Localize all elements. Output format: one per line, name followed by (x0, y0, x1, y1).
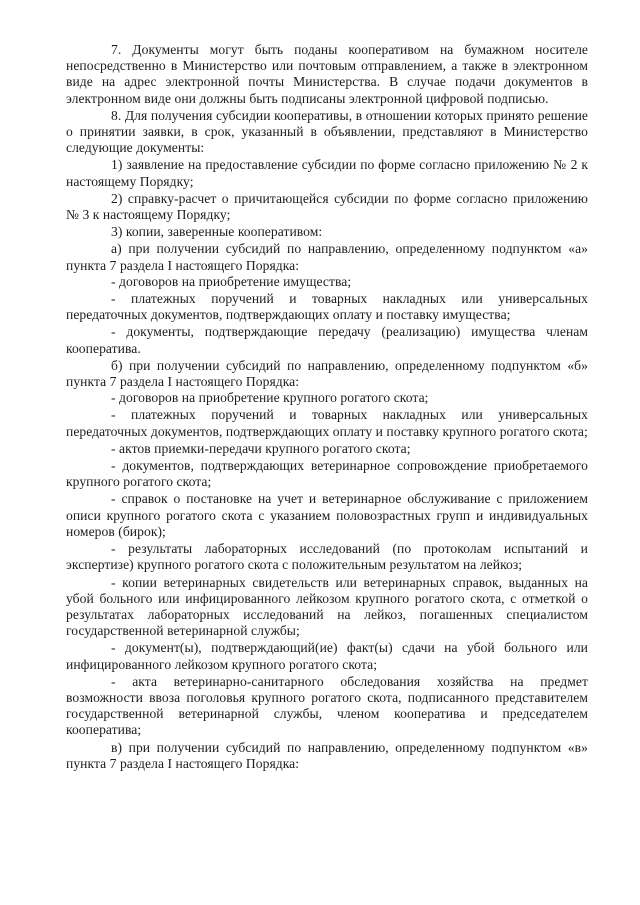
subitem-v-heading: в) при получении субсидий по направлению, определенному подпунктом «в» пункта 7 раздела I настоящего Порядка: (66, 739, 588, 771)
subitem-b-veterinary-docs: - документов, подтверждающих ветеринарное сопровождение приобретаемого крупного рогатого скота; (66, 458, 588, 490)
subitem-b-contracts: - договоров на приобретение крупного рогатого скота; (111, 390, 429, 406)
item-1-application: 1) заявление на предоставление субсидии по форме согласно приложению № 2 к настоящему Порядку; (66, 157, 588, 189)
subitem-b-lab-results: - результаты лабораторных исследований (по протоколам испытаний и экспертизе) крупного рогатого скота с положительным результатом на лейкоз; (66, 541, 588, 573)
subitem-b-heading: б) при получении субсидий по направлению, определенному подпунктом «б» пункта 7 раздела I настоящего Порядка: (66, 357, 588, 390)
subitem-b-vet-certificate-copies: - копии ветеринарных свидетельств или ветеринарных справок, выданных на убой больного или инфицированного лейкозом крупного рогатого скота, с отметкой о результатах лабораторных исследований на лейкоз, погашенных специалистом государственной ветеринарной службы; (66, 574, 588, 639)
subitem-a-transfer-docs: - документы, подтверждающие передачу (реализацию) имущества членам кооператива. (66, 324, 588, 356)
subitem-b-acceptance-acts: - актов приемки-передачи крупного рогатого скота; (111, 440, 411, 456)
subitem-b-inspection-act: - акта ветеринарно-санитарного обследования хозяйства на предмет возможности ввоза поголовья крупного рогатого скота, подписанного представителем государственной ветеринарной службы, членом кооператива и председателем кооператива; (66, 673, 588, 738)
subitem-b-registration-certificates: - справок о постановке на учет и ветеринарное обслуживание с приложением описи крупного рогатого скота с указанием половозрастных групп и индивидуальных номеров (бирок); (66, 491, 588, 539)
subitem-a-contracts: - договоров на приобретение имущества; (111, 273, 352, 289)
subitem-b-payments: - платежных поручений и товарных накладных или универсальных передаточных документов, подтверждающих оплату и поставку крупного рогатого скота; (66, 407, 588, 439)
subitem-b-slaughter-docs: - документ(ы), подтверждающий(ие) факт(ы) сдачи на убой больного или инфицированного лейкозом крупного рогатого скота; (66, 640, 588, 672)
paragraph-7-submission: 7. Документы могут быть поданы кооперативом на бумажном носителе непосредственно в Министерство или почтовым отправлением, а также в электронном виде на адрес электронной почты Министерства. В случае подачи документов в электронном виде они должны быть подписаны электронной цифровой подписью. (66, 42, 588, 106)
paragraph-8-required-docs: 8. Для получения субсидии кооперативы, в отношении которых принято решение о принятии заявки, в срок, указанный в объявлении, представляют в Министерство следующие документы: (66, 107, 588, 156)
item-3-copies: 3) копии, заверенные кооперативом: (111, 224, 323, 240)
subitem-a-payments: - платежных поручений и товарных накладных или универсальных передаточных документов, подтверждающих оплату и поставку имущества; (66, 291, 588, 323)
subitem-a-heading: а) при получении субсидий по направлению, определенному подпунктом «а» пункта 7 раздела I настоящего Порядка: (66, 241, 588, 273)
item-2-calculation: 2) справку-расчет о причитающейся субсидии по форме согласно приложению № 3 к настоящему Порядку; (66, 190, 588, 223)
